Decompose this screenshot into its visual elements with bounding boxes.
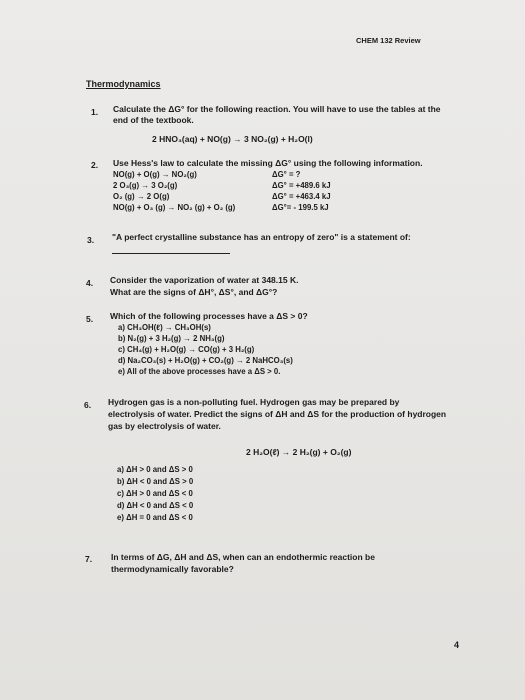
q4-number: 4. [86,278,94,288]
page-number: 4 [454,640,460,650]
q4-text-line2: What are the signs of ΔH°, ΔS°, and ΔG°? [110,287,278,297]
q7-text-line2: thermodynamically favorable? [111,564,234,574]
q2-deltag-1: ΔG° = ? [272,170,301,179]
q2-reaction-3: O₂ (g) → 2 O(g) [113,192,170,201]
q2-deltag-2: ΔG° = +489.6 kJ [272,181,331,190]
q5-option-a: a) CH₃OH(ℓ) → CH₃OH(s) [118,323,211,332]
q5-option-b: b) N₂(g) + 3 H₂(g) → 2 NH₃(g) [118,334,225,343]
q3-number: 3. [87,235,95,245]
q2-deltag-4: ΔG°= - 199.5 kJ [272,203,329,212]
q6-number: 6. [84,400,92,410]
q2-number: 2. [91,160,99,170]
q2-text-line1: Use Hess's law to calculate the missing ΔG° using the following information. [113,158,423,168]
q5-option-e: e) All of the above processes have a ΔS > 0. [118,367,281,376]
q2-reaction-1: NO(g) + O(g) → NO₂(g) [113,170,197,179]
q6-reaction: 2 H₂O(ℓ) → 2 H₂(g) + O₂(g) [246,447,352,457]
q1-reaction: 2 HNO₃(aq) + NO(g) → 3 NO₂(g) + H₂O(l) [152,134,313,144]
q2-reaction-4: NO(g) + O₃ (g) → NO₂ (g) + O₂ (g) [113,203,236,212]
q2-deltag-3: ΔG° = +463.4 kJ [272,192,331,201]
q1-number: 1. [91,107,99,117]
q1-text-line2: end of the textbook. [113,115,194,125]
q1-text-line1: Calculate the ΔG° for the following reaction. You will have to use the tables at the [113,104,441,114]
q5-option-d: d) Na₂CO₃(s) + H₂O(g) + CO₂(g) → 2 NaHCO₃(s) [118,356,293,365]
q6-option-c: c) ΔH > 0 and ΔS < 0 [117,489,193,498]
q6-text-line2: electrolysis of water. Predict the signs of ΔH and ΔS for the production of hydrogen [108,409,447,419]
q6-option-e: e) ΔH = 0 and ΔS < 0 [117,513,193,522]
q6-option-a: a) ΔH > 0 and ΔS > 0 [117,465,193,474]
q2-reaction-2: 2 O₃(g) → 3 O₂(g) [113,181,178,190]
q5-option-c: c) CH₄(g) + H₂O(g) → CO(g) + 3 H₂(g) [118,345,255,354]
q6-option-d: d) ΔH < 0 and ΔS < 0 [117,501,194,510]
q5-text-line1: Which of the following processes have a ΔS > 0? [110,311,308,321]
q7-text-line1: In terms of ΔG, ΔH and ΔS, when can an endothermic reaction be [111,552,375,562]
q3-text-line1: "A perfect crystalline substance has an entropy of zero" is a statement of: [112,232,411,242]
q6-option-b: b) ΔH < 0 and ΔS > 0 [117,477,194,486]
q4-text-line1: Consider the vaporization of water at 348.15 K. [110,275,299,285]
course-header: CHEM 132 Review [356,36,421,45]
q6-text-line1: Hydrogen gas is a non-polluting fuel. Hydrogen gas may be prepared by [108,397,400,407]
q5-number: 5. [86,314,94,324]
q7-number: 7. [85,554,93,564]
section-title: Thermodynamics [86,79,161,89]
q3-answer-blank [112,253,230,254]
q6-text-line3: gas by electrolysis of water. [108,421,221,431]
